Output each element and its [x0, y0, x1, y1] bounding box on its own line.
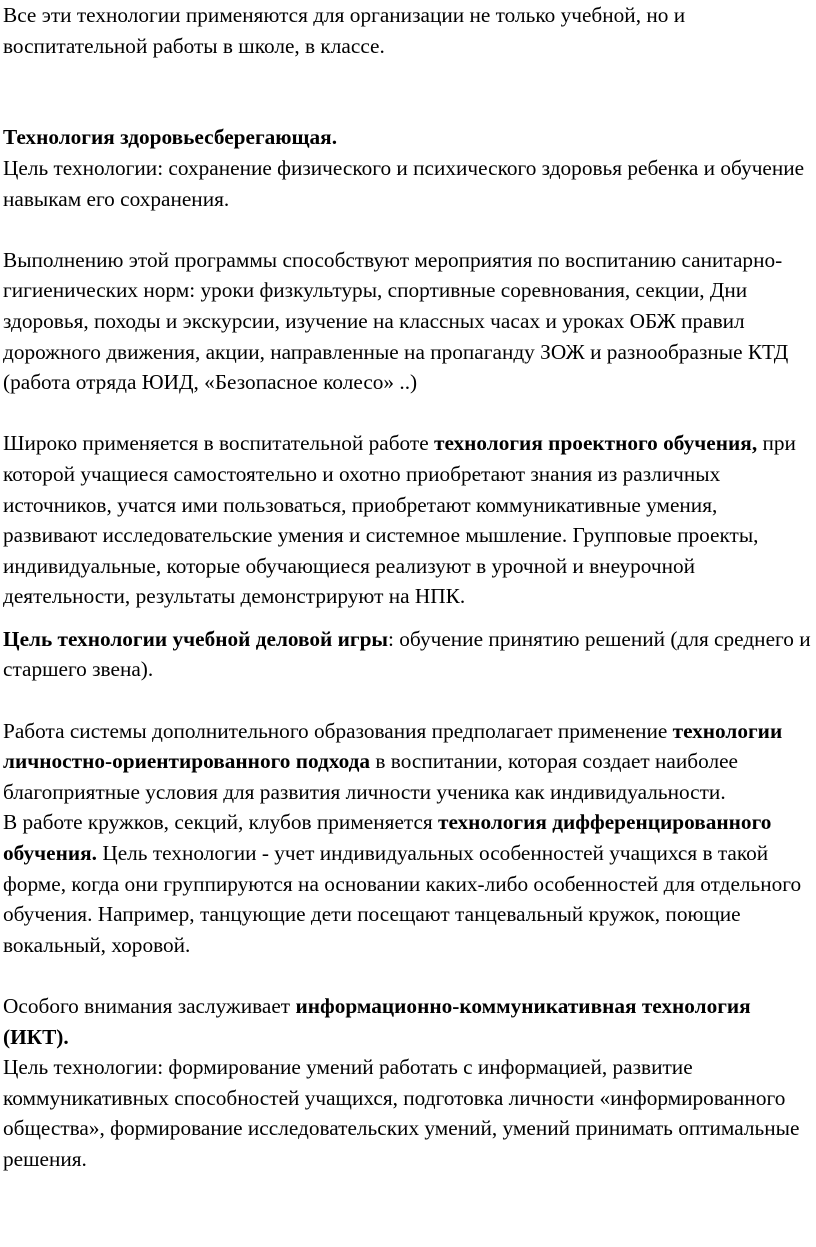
- project-lead: Широко применяется в воспитательной работе: [3, 431, 435, 456]
- diff-bold: технология дифференцированного обучения.: [3, 810, 772, 866]
- game-rest: : обучение принятию решений (для среднего и старшего звена).: [3, 626, 811, 682]
- ict-bold: информационно-коммуникативная технология (ИКТ).: [3, 994, 751, 1049]
- health-title: [3, 122, 815, 153]
- health-goal-paragraph: Цель технологии: сохранение физического и психического здоровья ребенка и обучение навыкам его сохранения.: [3, 155, 805, 211]
- diff-lead: В работе кружков, секций, клубов применяется: [3, 810, 439, 835]
- game-bold: Цель технологии учебной деловой игры: [3, 626, 389, 651]
- spacer: [3, 612, 815, 624]
- health-measures-paragraph: Выполнению этой программы способствуют мероприятия по воспитанию санитарно-гигиенических норм: уроки физкультуры, спортивные соревнования, секции, Дни здоровья, походы и экскурсии, изучение на классных часах и уроках ОБЖ правил дорожного движения, акции, направленные на пропаганду ЗОЖ и разнообразные КТД (работа отряда ЮИД, «Безопасное колесо» ..): [3, 247, 789, 395]
- personal-lead: Работа системы дополнительного образования предполагает применение: [3, 718, 673, 743]
- spacer: [3, 960, 815, 991]
- intro-paragraph: Все эти технологии применяются для организации не только учебной, но и воспитательной работы в школе, в классе.: [3, 3, 686, 58]
- health-title-text: Технология здоровьесберегающая.: [3, 125, 338, 150]
- ict-paragraph: [3, 991, 815, 1052]
- personal-rest: в воспитании, которая создает наиболее благоприятные условия для развития личности ученика как индивидуальности.: [3, 749, 739, 804]
- personal-bold: технологии личностно-ориентированного подхода: [3, 718, 783, 774]
- document-page: [3, 0, 815, 1175]
- game-paragraph: [3, 624, 815, 685]
- spacer: [3, 61, 815, 122]
- project-bold: технология проектного обучения,: [434, 431, 758, 456]
- diff-paragraph: [3, 807, 815, 960]
- ict-lead: Особого внимания заслуживает: [3, 994, 296, 1018]
- project-paragraph: [3, 428, 815, 612]
- personal-paragraph: [3, 716, 815, 808]
- spacer: [3, 398, 815, 429]
- spacer: [3, 214, 815, 245]
- diff-rest: Цель технологии - учет индивидуальных особенностей учащихся в такой форме, когда они группируются на основании каких-либо особенностей для отдельного обучения. Например, танцующие дети посещают танцевальный кружок, поющие вокальный, хоровой.: [3, 841, 802, 957]
- ict-goal-paragraph: Цель технологии: формирование умений работать с информацией, развитие коммуникативных способностей учащихся, подготовка личности «информированного общества», формирование исследовательских умений, умений принимать оптимальные решения.: [3, 1055, 800, 1171]
- project-rest: при которой учащиеся самостоятельно и охотно приобретают знания из различных источников, учатся ими пользоваться, приобретают коммуникативные умения, развивают исследовательские умения и системное мышление. Групповые проекты, индивидуальные, которые обучающиеся реализуют в урочной и внеурочной деятельности, результаты демонстрируют на НПК.: [3, 431, 796, 609]
- spacer: [3, 685, 815, 716]
